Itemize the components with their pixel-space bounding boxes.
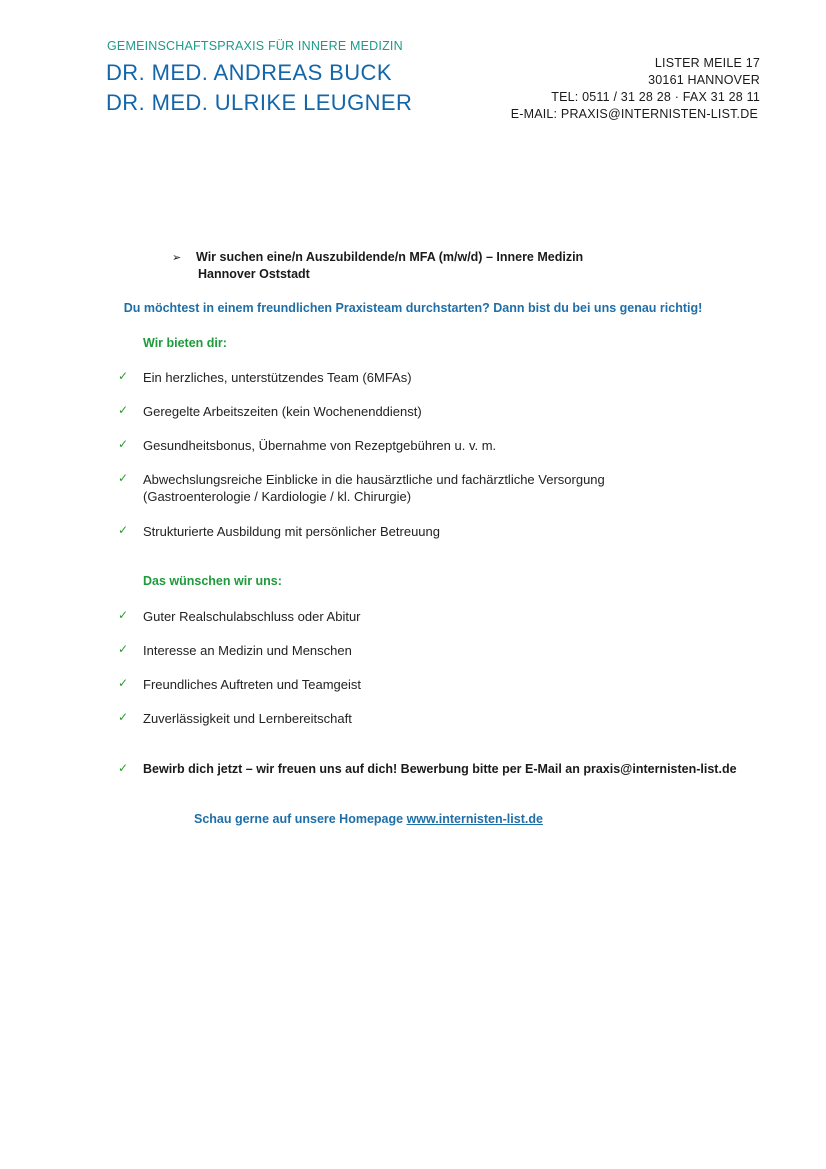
doctor-name-buck: DR. MED. ANDREAS BUCK	[106, 60, 392, 85]
wish-item: Zuverlässigkeit und Lernbereitschaft	[143, 711, 352, 726]
intro-text: Du möchtest in einem freundlichen Praxisteam durchstarten? Dann bist du bei uns genau richtig!	[123, 301, 703, 315]
wish-item: Guter Realschulabschluss oder Abitur	[143, 609, 361, 624]
arrow-bullet-icon: ➢	[172, 252, 182, 264]
offer-heading: Wir bieten dir:	[143, 336, 227, 350]
wish-heading: Das wünschen wir uns:	[143, 574, 282, 588]
check-icon: ✓	[118, 676, 129, 690]
homepage-text: Schau gerne auf unsere Homepage	[194, 812, 407, 826]
wish-item: Interesse an Medizin und Menschen	[143, 643, 352, 658]
check-icon: ✓	[118, 608, 129, 622]
offer-item: Abwechslungsreiche Einblicke in die hausärztliche und fachärztliche Versorgung (Gastroenterologie / Kardiologie / kl. Chirurgie)	[143, 472, 605, 504]
apply-text: Bewirb dich jetzt – wir freuen uns auf dich! Bewerbung bitte per E-Mail an praxis@internisten-list.de	[143, 762, 737, 776]
offer-item: Geregelte Arbeitszeiten (kein Wochenenddienst)	[143, 404, 422, 419]
check-icon: ✓	[118, 437, 129, 451]
address-street: LISTER MEILE 17	[654, 56, 760, 70]
homepage-line	[194, 812, 543, 826]
address-city: 30161 HANNOVER	[648, 73, 760, 87]
check-icon: ✓	[118, 403, 129, 417]
job-title: Wir suchen eine/n Auszubildende/n MFA (m/w/d) – Innere Medizin	[196, 250, 584, 264]
check-icon: ✓	[118, 761, 129, 775]
check-icon: ✓	[118, 523, 129, 537]
contact-phone-fax: TEL: 0511 / 31 28 28 · FAX 31 28 11	[551, 90, 760, 104]
job-location: Hannover Oststadt	[198, 267, 310, 281]
check-icon: ✓	[118, 642, 129, 656]
homepage-link[interactable]: www.internisten-list.de	[406, 812, 543, 826]
doctor-name-leugner: DR. MED. ULRIKE LEUGNER	[106, 90, 413, 115]
check-icon: ✓	[118, 471, 129, 485]
offer-item: Ein herzliches, unterstützendes Team (6MFAs)	[143, 370, 412, 385]
offer-item: Strukturierte Ausbildung mit persönlicher Betreuung	[143, 524, 440, 539]
offer-item: Gesundheitsbonus, Übernahme von Rezeptgebühren u. v. m.	[143, 438, 497, 453]
check-icon: ✓	[118, 369, 129, 383]
check-icon: ✓	[118, 710, 129, 724]
practice-name: GEMEINSCHAFTSPRAXIS FÜR INNERE MEDIZIN	[107, 39, 403, 53]
wish-item: Freundliches Auftreten und Teamgeist	[143, 677, 362, 692]
contact-email: E-MAIL: PRAXIS@INTERNISTEN-LIST.DE	[510, 107, 758, 121]
